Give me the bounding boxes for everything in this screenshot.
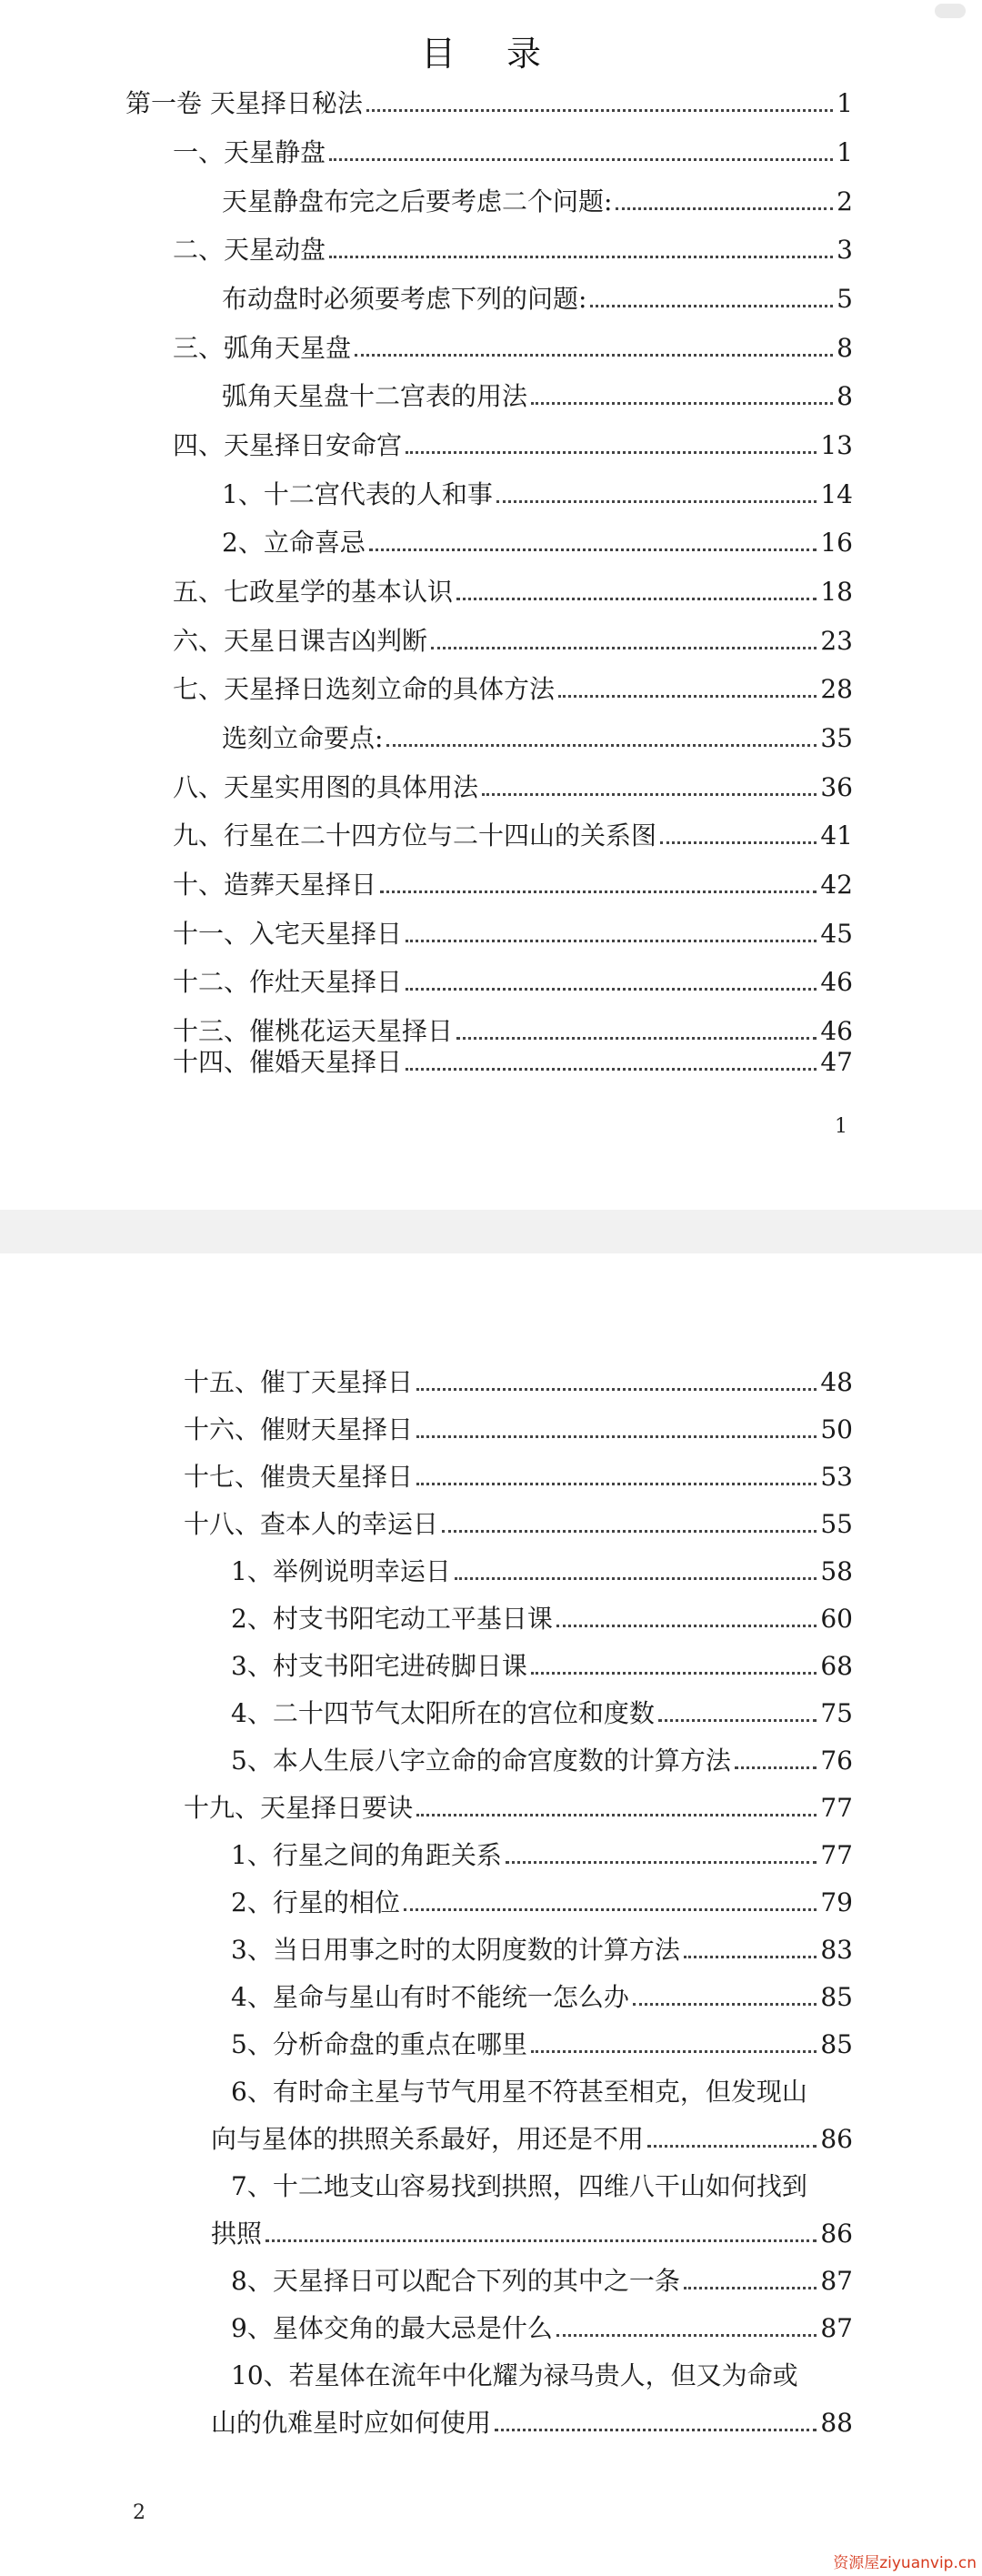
toc-entry (173, 1015, 853, 1048)
entry-page: 46 (820, 967, 853, 997)
entry-page: 1 (837, 137, 853, 167)
toc-entry (222, 527, 853, 559)
leader-dots (556, 2334, 817, 2337)
entry-text: 2、立命喜忌 (222, 528, 366, 558)
entry-text: 1、十二宫代表的人和事 (222, 479, 493, 509)
entry-text: 2、村支书阳宅动工平基日课 (231, 1604, 553, 1634)
toc-entry-first-line: 7、十二地支山容易找到拱照，四维八干山如何找到 (231, 2171, 807, 2201)
entry-text: 十八、查本人的幸运日 (184, 1509, 439, 1539)
toc-entry (173, 429, 853, 462)
toc-entry (231, 1650, 853, 1683)
entry-page: 88 (820, 2408, 853, 2438)
leader-dots (684, 1956, 817, 1958)
entry-page: 86 (820, 2219, 853, 2249)
entry-page: 53 (820, 1462, 853, 1492)
entry-page: 48 (820, 1367, 853, 1397)
entry-page: 75 (820, 1698, 853, 1728)
entry-text: 9、星体交角的最大忌是什么 (231, 2313, 553, 2343)
leader-dots (380, 891, 817, 893)
entry-text: 十七、催贵天星择日 (184, 1462, 414, 1492)
leader-dots (658, 1719, 817, 1722)
entry-text: 九、行星在二十四方位与二十四山的关系图 (173, 820, 657, 850)
entry-text: 八、天星实用图的具体用法 (173, 772, 479, 802)
toc-entry (173, 234, 853, 267)
entry-page: 23 (820, 626, 853, 656)
leader-dots (442, 1530, 817, 1533)
leader-dots (531, 402, 833, 405)
entry-text: 十九、天星择日要诀 (184, 1793, 414, 1823)
entry-text: 二、天星动盘 (173, 235, 326, 265)
leader-dots (482, 793, 817, 796)
toc-entry (173, 136, 853, 169)
entry-text: 5、本人生辰八字立命的命宫度数的计算方法 (231, 1746, 731, 1776)
leader-dots (416, 1814, 817, 1816)
toc-entry-first-line: 10、若星体在流年中化耀为禄马贵人，但又为命或 (231, 2360, 798, 2390)
leader-dots (456, 598, 817, 600)
entry-text: 4、二十四节气太阳所在的宫位和度数 (231, 1698, 655, 1728)
leader-dots (633, 2003, 817, 2006)
toc-entry (231, 1555, 853, 1588)
toc-entry (184, 1461, 853, 1494)
entry-page: 13 (820, 430, 853, 460)
leader-dots (616, 207, 833, 210)
toc-entry-first-line: 6、有时命主星与节气用星不符甚至相克，但发现山 (231, 2077, 807, 2107)
watermark: 资源屋ziyuanvip.cn (833, 2554, 977, 2572)
toc-entry (222, 380, 853, 413)
entry-page: 85 (820, 1982, 853, 2012)
entry-page: 1 (837, 88, 853, 118)
leader-dots (404, 1908, 817, 1911)
toc-entry (211, 2218, 853, 2250)
entry-text: 拱照 (211, 2219, 263, 2249)
leader-dots (266, 2239, 817, 2242)
entry-page: 41 (820, 820, 853, 850)
entry-page: 77 (820, 1840, 853, 1870)
entry-page: 87 (820, 2266, 853, 2296)
entry-text: 1、行星之间的角距关系 (231, 1840, 502, 1870)
leader-dots (590, 305, 833, 307)
entry-text: 五、七政星学的基本认识 (173, 577, 454, 607)
toc-entry (231, 1697, 853, 1730)
entry-page: 79 (820, 1887, 853, 1917)
toc-entry (222, 478, 853, 511)
entry-text: 三、弧角天星盘 (173, 333, 352, 363)
entry-text: 十三、催桃花运天星择日 (173, 1016, 454, 1046)
entry-page: 50 (820, 1414, 853, 1444)
entry-text: 十、造葬天星择日 (173, 870, 377, 900)
leader-dots (406, 940, 817, 942)
entry-text: 四、天星择日安命宫 (173, 430, 403, 460)
entry-page: 28 (820, 674, 853, 704)
leader-dots (735, 1766, 817, 1769)
entry-text: 十四、催婚天星择日 (173, 1047, 403, 1077)
entry-text: 2、行星的相位 (231, 1887, 400, 1917)
leader-dots (406, 988, 817, 991)
entry-page: 14 (820, 479, 853, 509)
entry-page: 58 (820, 1556, 853, 1586)
leader-dots (495, 2429, 817, 2431)
toc-entry (184, 1792, 853, 1825)
entry-page: 46 (820, 1016, 853, 1046)
entry-text: 选刻立命要点: (222, 723, 384, 753)
toc-entry (173, 673, 853, 706)
leader-dots (329, 256, 833, 258)
toc-entry (222, 186, 853, 218)
leader-dots (558, 695, 817, 698)
toc-entry (173, 820, 853, 852)
leader-dots (506, 1861, 817, 1864)
entry-text: 山的仇难星时应如何使用 (211, 2408, 492, 2438)
entry-page: 47 (820, 1047, 853, 1077)
page-number: 1 (835, 1115, 847, 1138)
leader-dots (386, 744, 817, 747)
leader-dots (431, 647, 817, 649)
leader-dots (416, 1388, 817, 1391)
entry-page: 3 (837, 235, 853, 265)
entry-page: 2 (837, 186, 853, 216)
toc-entry (173, 771, 853, 804)
leader-dots (647, 2145, 817, 2148)
entry-page: 83 (820, 1935, 853, 1965)
leader-dots (355, 354, 833, 357)
entry-text: 十一、入宅天星择日 (173, 919, 403, 949)
entry-text: 一、天星静盘 (173, 137, 326, 167)
document-page-2 (0, 1253, 982, 2576)
entry-page: 55 (820, 1509, 853, 1539)
leader-dots (531, 1672, 817, 1675)
toc-entry (222, 722, 853, 755)
leader-dots (416, 1483, 817, 1485)
toc-entry (222, 283, 853, 316)
toc-entry (184, 1508, 853, 1541)
toc-entry (211, 2407, 853, 2440)
leader-dots (556, 1625, 817, 1627)
toc-entry (231, 1934, 853, 1967)
entry-text: 十五、催丁天星择日 (184, 1367, 414, 1397)
entry-text: 5、分析命盘的重点在哪里 (231, 2029, 527, 2059)
entry-page: 86 (820, 2124, 853, 2154)
entry-page: 85 (820, 2029, 853, 2059)
toc-entry (231, 1981, 853, 2014)
toc-entry (173, 332, 853, 365)
toc-entry (173, 1046, 853, 1079)
toc-entry (173, 966, 853, 999)
entry-text: 第一卷 天星择日秘法 (125, 88, 363, 118)
toc-entry (173, 918, 853, 951)
entry-text: 天星静盘布完之后要考虑二个问题: (222, 186, 613, 216)
leader-dots (366, 109, 833, 112)
entry-text: 七、天星择日选刻立命的具体方法 (173, 674, 556, 704)
leader-dots (531, 2050, 817, 2053)
toc-entry (231, 1839, 853, 1872)
toc-title: 目 录 (420, 34, 562, 74)
toc-entry (125, 87, 853, 120)
page-number: 2 (133, 2501, 145, 2524)
entry-page: 87 (820, 2313, 853, 2343)
entry-text: 4、星命与星山有时不能统一怎么办 (231, 1982, 629, 2012)
leader-dots (406, 451, 817, 454)
toc-entry (231, 2312, 853, 2345)
entry-text: 布动盘时必须要考虑下列的问题: (222, 284, 587, 314)
corner-mark (935, 4, 966, 18)
toc-entry (173, 869, 853, 901)
entry-page: 18 (820, 577, 853, 607)
entry-text: 8、天星择日可以配合下列的其中之一条 (231, 2266, 680, 2296)
entry-page: 42 (820, 870, 853, 900)
toc-entry (231, 1887, 853, 1919)
entry-text: 弧角天星盘十二宫表的用法 (222, 381, 528, 411)
leader-dots (369, 548, 817, 551)
entry-page: 16 (820, 528, 853, 558)
entry-page: 8 (837, 333, 853, 363)
leader-dots (684, 2287, 817, 2289)
toc-entry (211, 2123, 853, 2156)
entry-page: 8 (837, 381, 853, 411)
leader-dots (496, 500, 817, 503)
toc-entry (173, 576, 853, 609)
entry-text: 十二、作灶天星择日 (173, 967, 403, 997)
toc-entry (173, 625, 853, 658)
toc-entry (231, 2028, 853, 2061)
toc-entry (231, 1745, 853, 1777)
entry-text: 1、举例说明幸运日 (231, 1556, 451, 1586)
entry-text: 十六、催财天星择日 (184, 1414, 414, 1444)
leader-dots (416, 1435, 817, 1438)
leader-dots (660, 841, 817, 844)
document-page-1 (0, 0, 982, 1210)
entry-page: 36 (820, 772, 853, 802)
entry-text: 3、当日用事之时的太阴度数的计算方法 (231, 1935, 680, 1965)
entry-page: 35 (820, 723, 853, 753)
toc-entry (184, 1366, 853, 1399)
toc-entry (184, 1414, 853, 1446)
entry-page: 76 (820, 1746, 853, 1776)
entry-page: 68 (820, 1651, 853, 1681)
entry-page: 45 (820, 919, 853, 949)
entry-text: 向与星体的拱照关系最好，用还是不用 (211, 2124, 645, 2154)
leader-dots (455, 1577, 817, 1580)
leader-dots (456, 1037, 817, 1040)
toc-entry (231, 2265, 853, 2298)
leader-dots (406, 1068, 817, 1071)
entry-page: 5 (837, 284, 853, 314)
entry-page: 60 (820, 1604, 853, 1634)
toc-entry (231, 1603, 853, 1635)
entry-page: 77 (820, 1793, 853, 1823)
entry-text: 3、村支书阳宅进砖脚日课 (231, 1651, 527, 1681)
leader-dots (329, 158, 833, 161)
entry-text: 六、天星日课吉凶判断 (173, 626, 428, 656)
